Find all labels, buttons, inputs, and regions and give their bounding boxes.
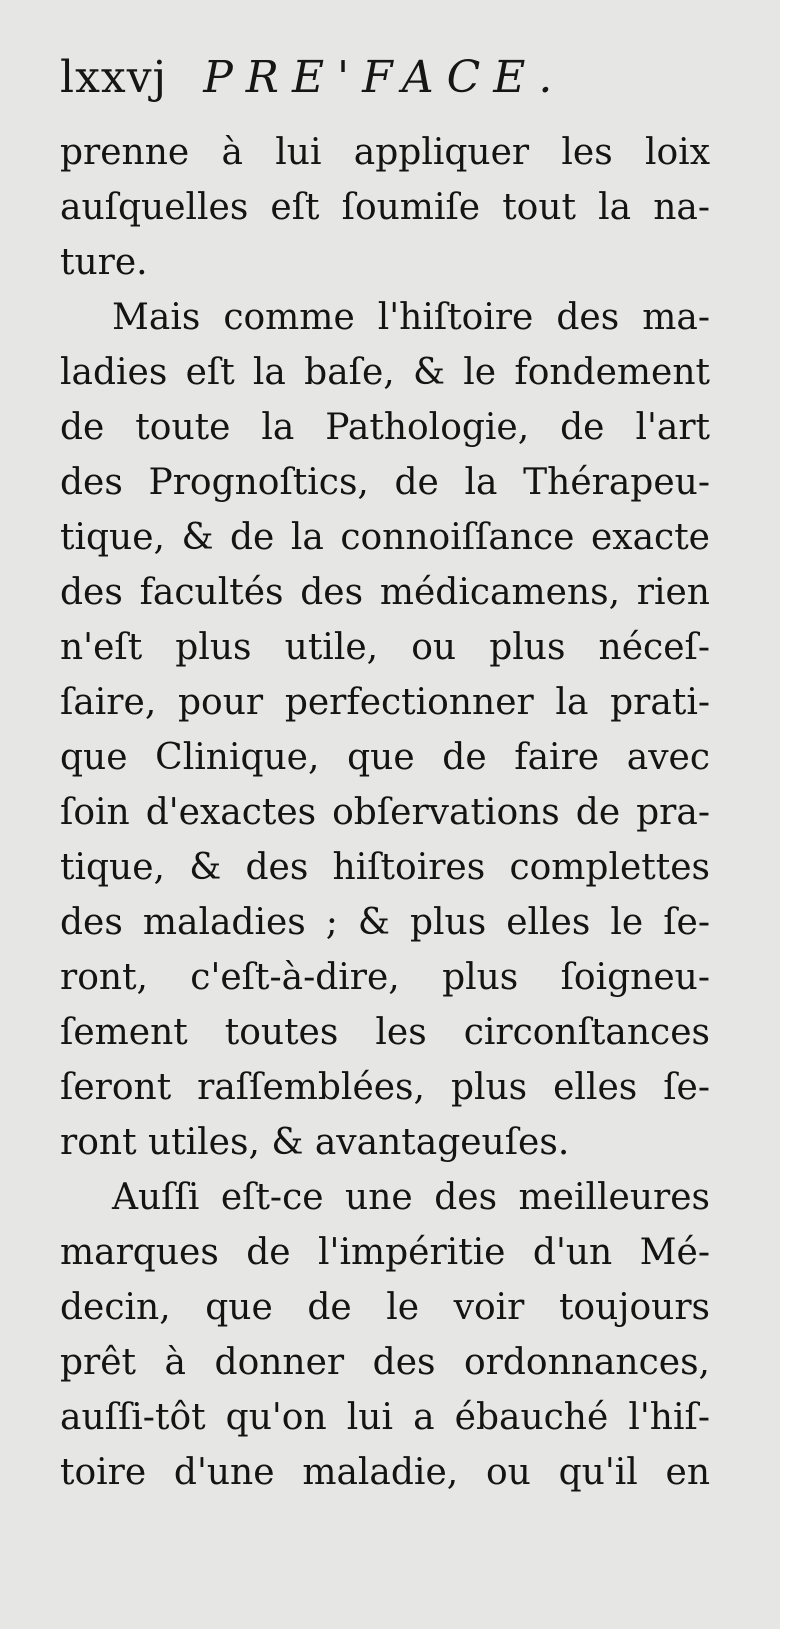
text-line: que Clinique, que de faire avec (60, 737, 710, 778)
text-line: n'eſt plus utile, ou plus néceſ- (60, 627, 710, 668)
text-line: marques de l'impéritie d'un Mé- (60, 1232, 710, 1273)
text-line: ſement toutes les circonſtances (60, 1012, 710, 1053)
paragraph-first-line: Mais comme l'hiſtoire des ma- (112, 297, 710, 338)
body-text (60, 125, 710, 1500)
text-line: des maladies ; & plus elles le ſe- (60, 902, 710, 943)
page-number: lxxvj (60, 52, 168, 103)
text-line: prêt à donner des ordonnances, (60, 1342, 710, 1383)
running-title: PRE'FACE. (203, 52, 566, 103)
text-line: decin, que de le voir toujours (60, 1287, 710, 1328)
text-line: des facultés des médicamens, rien (60, 572, 710, 613)
text-line: tique, & des hiſtoires complettes (60, 847, 710, 888)
page-margin (780, 0, 800, 1629)
text-line: toire d'une maladie, ou qu'il en (60, 1452, 710, 1493)
text-line: prenne à lui appliquer les loix (60, 132, 710, 173)
text-line: ladies eſt la baſe, & le fondement (60, 352, 710, 393)
text-line: ſeront raſſemblées, plus elles ſe- (60, 1067, 710, 1108)
page-header (60, 52, 565, 112)
text-line: ture. (60, 242, 148, 283)
paragraph-first-line: Auſſi eſt-ce une des meilleures (112, 1177, 710, 1218)
text-line: ront, c'eſt-à-dire, plus ſoigneu- (60, 957, 710, 998)
text-line: auſſi-tôt qu'on lui a ébauché l'hiſ- (60, 1397, 710, 1438)
text-line: ſaire, pour perfectionner la prati- (60, 682, 710, 723)
text-line: de toute la Pathologie, de l'art (60, 407, 710, 448)
text-line: auſquelles eſt ſoumiſe tout la na- (60, 187, 710, 228)
text-line: des Prognoſtics, de la Thérapeu- (60, 462, 710, 503)
text-line: ſoin d'exactes obſervations de pra- (60, 792, 710, 833)
text-line: ront utiles, & avantageuſes. (60, 1122, 570, 1163)
text-line: tique, & de la connoiſſance exacte (60, 517, 710, 558)
